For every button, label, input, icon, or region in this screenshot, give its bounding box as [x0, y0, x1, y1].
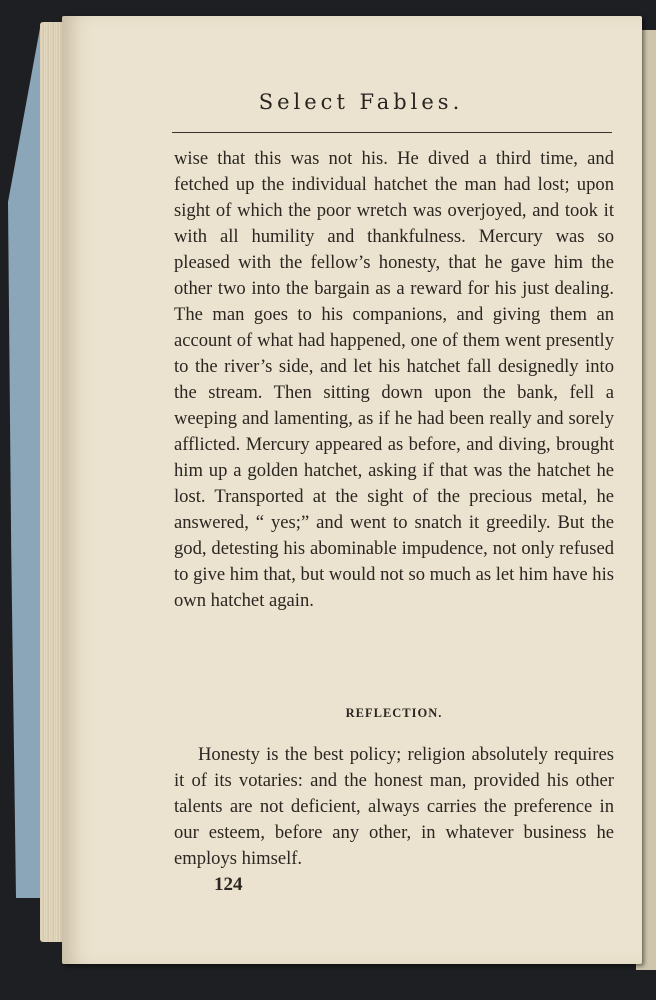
header-rule [172, 132, 612, 133]
reflection-heading: REFLECTION. [345, 706, 443, 720]
running-header: Select Fables. [258, 90, 464, 114]
reflection-paragraph: Honesty is the best policy; religion absolutely requires it of its votaries: and the honest man, provided his other talents are not deficient, always carries the preference in our esteem, before any other, in whatever business he employs himself. [174, 744, 614, 869]
main-paragraph: wise that this was not his. He dived a third time, and fetched up the individual hatchet the man had lost; upon sight of which the poor wretch was overjoyed, and took it with all humility and thankfulness. Mercury was so pleased with the fellow’s honesty, that he gave him the other two into the bargain as a reward for his just dealing. The man goes to his companions, and giving them an account of what had happened, one of them went presently to the river’s side, and let his hatchet fall designedly into the stream. Then sitting down upon the bank, fell a weeping and lamenting, as if he had been really and sorely afflicted. Mercury appeared as before, and diving, brought him up a golden hatchet, asking if that was the hatchet he lost. Transported at the sight of the precious metal, he answered, “ yes;” and went to snatch it greedily. But the god, detesting his abominable impudence, not only refused to give him that, but would not so much as let him have his own hatchet again. [174, 148, 615, 611]
page-number: 124 [214, 874, 243, 895]
